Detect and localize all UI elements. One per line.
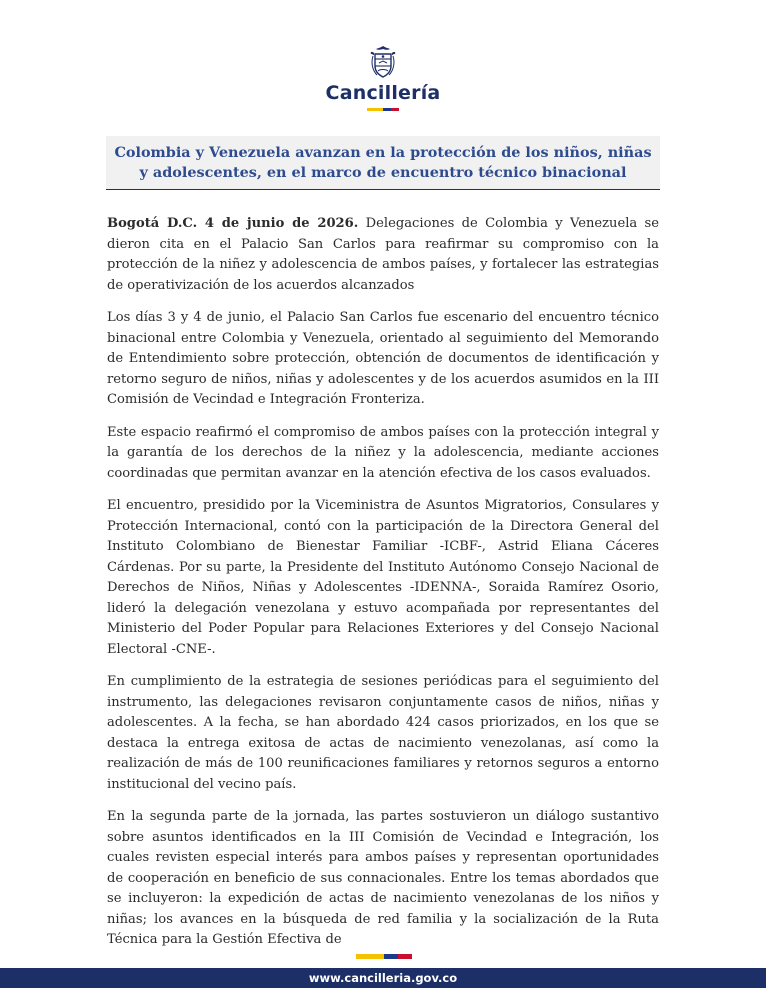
flag-blue-band [383,108,391,111]
flag-red-band [398,954,412,959]
paragraph: Este espacio reafirmó el compromiso de ambos países con la protección integral y la garantía de los derechos de la niñez y la adolescencia, mediante acciones coordinadas que permitan avanzar en la atención efectiva de los casos evaluados. [107,424,659,481]
letterhead [0,44,766,111]
article-body [107,214,659,951]
paragraph-dateline [107,214,659,296]
paragraph-text: Delegaciones de Colombia y Venezuela se dieron cita en el Palacio San Carlos para reafirmar su compromiso con la protección de la niñez y adolescencia de ambos países, y fortalecer las estrategias de operativización de los acuerdos alcanzados [107,216,660,293]
colombia-coat-of-arms-icon [368,44,398,80]
footer-flag-stripe [356,954,412,959]
title-box [106,136,660,190]
paragraph: En cumplimiento de la estrategia de sesiones periódicas para el seguimiento del instrumento, las delegaciones revisaron conjuntamente casos de niños, niñas y adolescentes. A la fecha, se han abordado 424 casos priorizados, en los que se destaca la entrega exitosa de actas de nacimiento venezolanas, así como la realización de más de 100 reunificaciones familiares y retornos seguros a entorno institucional del vecino país. [107,674,659,792]
footer-bar [0,968,766,988]
paragraph: El encuentro, presidido por la Viceministra de Asuntos Migratorios, Consulares y Protección Internacional, contó con la participación de la Directora General del Instituto Colombiano de Bienestar Familiar -ICBF-, Astrid Eliana Cáceres Cárdenas. Por su parte, la Presidente del Instituto Autónomo Consejo Nacional de Derechos de Niños, Niñas y Adolescentes -IDENNA-, Soraida Ramírez Osorio, lideró la delegación venezolana y estuvo acompañada por representantes del Ministerio del Poder Popular para Relaciones Exteriores y del Consejo Nacional Electoral -CNE-. [107,498,659,657]
dateline: Bogotá D.C. 4 de junio de 2026. [107,216,359,231]
flag-blue-band [384,954,398,959]
brand-name: Cancillería [325,82,441,104]
flag-red-band [391,108,399,111]
paragraph: En la segunda parte de la jornada, las partes sostuvieron un diálogo sustantivo sobre asuntos identificados en la III Comisión de Vecindad e Integración, los cuales revisten especial interés para ambos países y representan oportunidades de cooperación en beneficio de sus connacionales. Entre los temas abordados que se incluyeron: la expedición de actas de nacimiento venezolanas de los niños y niñas; los avances en la búsqueda de red familia y la socialización de la Ruta Técnica para la Gestión Efectiva de [107,809,659,947]
footer-url: www.cancilleria.gov.co [308,971,458,985]
flag-stripe [0,108,766,111]
flag-yellow-band [367,108,383,111]
paragraph: Los días 3 y 4 de junio, el Palacio San Carlos fue escenario del encuentro técnico binacional entre Colombia y Venezuela, orientado al seguimiento del Memorando de Entendimiento sobre protección, obtención de documentos de identificación y retorno seguro de niños, niñas y adolescentes y de los acuerdos asumidos en la III Comisión de Vecindad e Integración Fronteriza. [107,310,659,407]
page-title: Colombia y Venezuela avanzan en la protección de los niños, niñas y adolescentes, en el marco de encuentro técnico binacional [114,144,652,181]
flag-yellow-band [356,954,384,959]
